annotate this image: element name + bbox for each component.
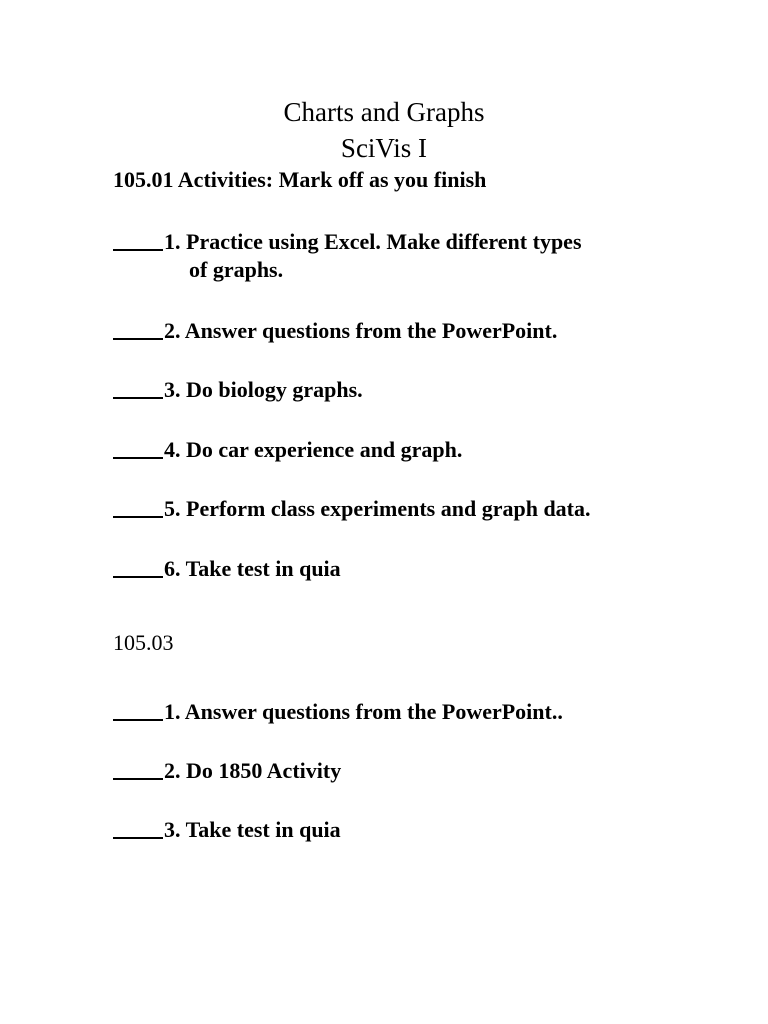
checklist-item-5 xyxy=(113,494,591,522)
item-text: Do biology graphs. xyxy=(186,377,363,402)
item-number: 3. xyxy=(164,817,181,842)
checklist-item-3 xyxy=(113,375,363,403)
page-title: Charts and Graphs xyxy=(283,97,485,127)
item-number: 4. xyxy=(164,437,181,462)
checkbox-blank[interactable] xyxy=(113,556,163,578)
item-text: Do car experience and graph. xyxy=(186,437,463,462)
item-text: Answer questions from the PowerPoint. xyxy=(184,318,558,343)
item-number: 1. xyxy=(164,699,181,724)
checkbox-blank[interactable] xyxy=(113,318,163,340)
checkbox-blank[interactable] xyxy=(113,758,163,780)
item-text: Do 1850 Activity xyxy=(186,758,342,783)
checkbox-blank[interactable] xyxy=(113,699,163,721)
checklist-item-8 xyxy=(113,756,341,784)
item-number: 5. xyxy=(164,496,181,521)
item-number: 1. xyxy=(164,229,181,254)
checklist-item-9 xyxy=(113,815,341,843)
checkbox-blank[interactable] xyxy=(113,229,163,251)
item-text: Answer questions from the PowerPoint.. xyxy=(184,699,563,724)
item-text: Take test in quia xyxy=(185,556,341,581)
checkbox-blank[interactable] xyxy=(113,496,163,518)
page-subtitle: SciVis I xyxy=(340,133,428,163)
item-number: 3. xyxy=(164,377,181,402)
section-heading-105-01: 105.01 Activities: Mark off as you finish xyxy=(113,167,487,192)
checklist-item-1 xyxy=(113,227,582,255)
checkbox-blank[interactable] xyxy=(113,817,163,839)
item-number: 2. xyxy=(164,758,181,783)
item-number: 6. xyxy=(164,556,181,581)
checkbox-blank[interactable] xyxy=(113,437,163,459)
item-text: Practice using Excel. Make different types xyxy=(186,229,582,254)
checklist-item-2 xyxy=(113,316,557,344)
item-text: Take test in quia xyxy=(185,817,341,842)
checklist-item-4 xyxy=(113,435,462,463)
checklist-item-6 xyxy=(113,554,341,582)
item-number: 2. xyxy=(164,318,181,343)
checklist-item-7 xyxy=(113,697,563,725)
checkbox-blank[interactable] xyxy=(113,377,163,399)
item-text: Perform class experiments and graph data. xyxy=(186,496,591,521)
item-text-continuation: of graphs. xyxy=(189,257,284,282)
section-heading-105-03: 105.03 xyxy=(113,630,174,655)
